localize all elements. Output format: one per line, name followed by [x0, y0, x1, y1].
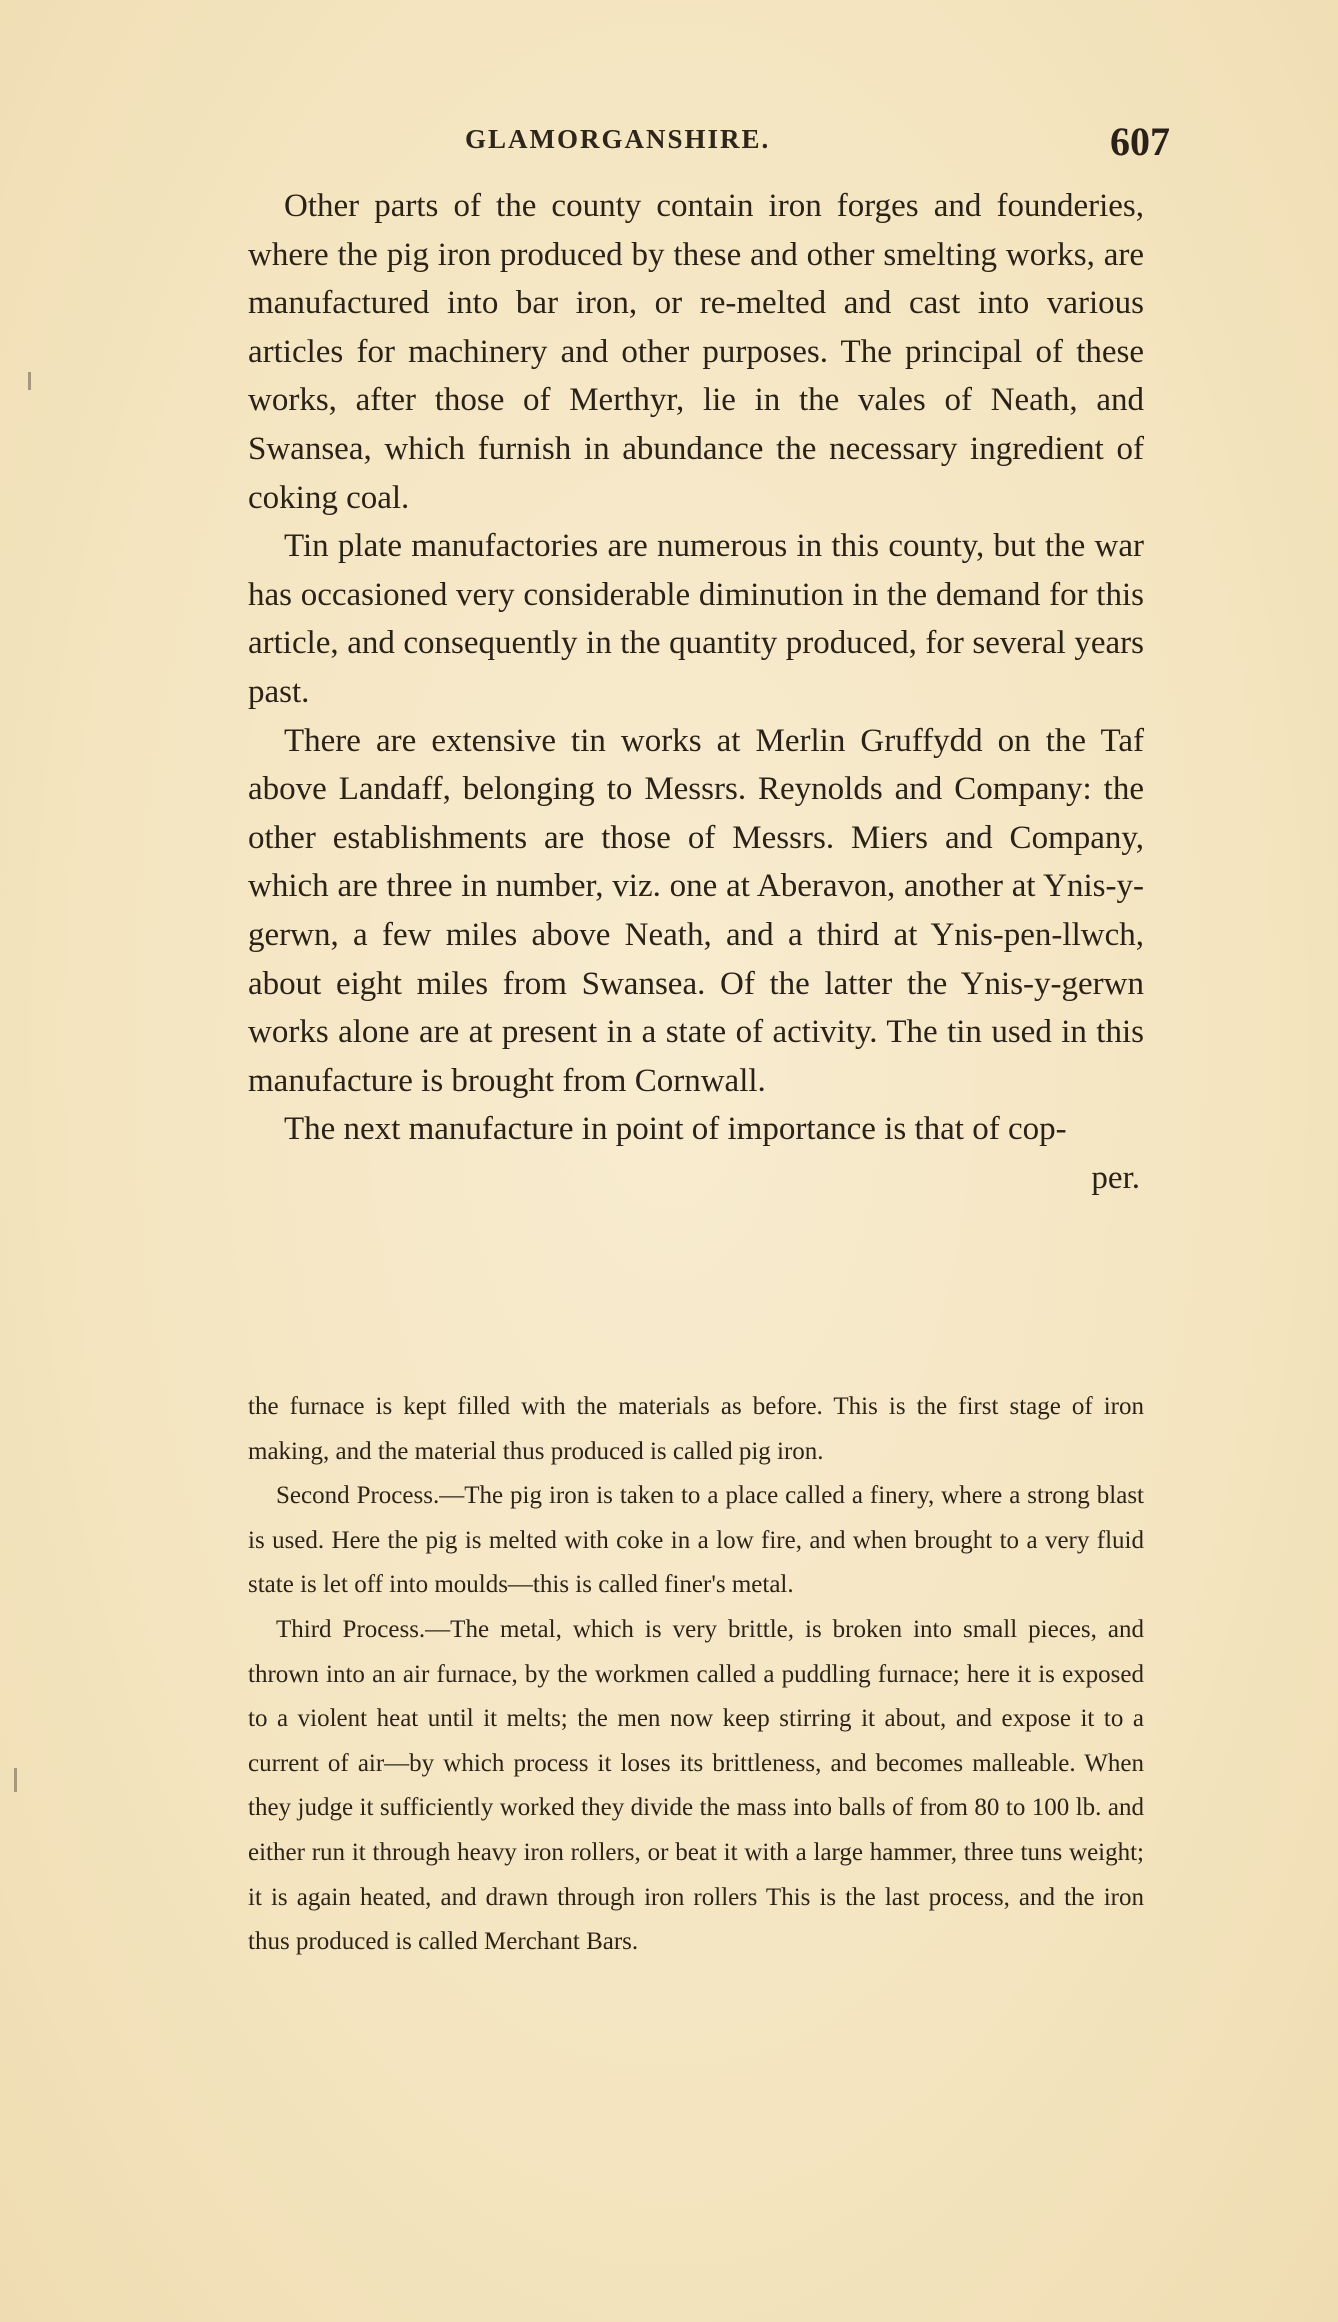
paragraph-tin-plate: Tin plate manufactories are numerous in this county, but the war has occasioned very considerable diminution in the demand for this article, and consequently in the quantity produced, for several years past. — [248, 528, 1144, 710]
catchword: per. — [1091, 1159, 1140, 1196]
main-text — [248, 182, 1144, 1202]
paragraph-tin-works: There are extensive tin works at Merlin Gruffydd on the Taf above Landaff, belonging to Messrs. Reynolds and Company: the other establishments are those of Messrs. Miers and Company, which are three in number, viz. one at Aberavon, another at Ynis-y-gerwn, a few miles above Neath, and a third at Ynis-pen-llwch, about eight miles from Swansea. Of the latter the Ynis-y-gerwn works alone are at present in a state of activity. The tin used in this manufacture is brought from Cornwall. — [248, 722, 1144, 1099]
footnote-third-process: Third Process.—The metal, which is very brittle, is broken into small pieces, and thrown into an air furnace, by the workmen called a puddling furnace; here it is exposed to a violent heat until it melts; the men now keep stirring it about, and expose it to a current of air—by which process it loses its brittleness, and becomes malleable. When they judge it sufficiently worked they divide the mass into balls of from 80 to 100 lb. and either run it through heavy iron rollers, or beat it with a large hammer, three tuns weight; it is again heated, and drawn through iron rollers This is the last process, and the iron thus produced is called Merchant Bars. — [248, 1615, 1144, 1956]
margin-mark — [28, 372, 31, 390]
footnote-second-process: Second Process.—The pig iron is taken to a place called a finery, where a strong blast is used. Here the pig is melted with coke in a low fire, and when brought to a very fluid state is let off into moulds—this is called finer's metal. — [248, 1482, 1144, 1599]
paragraph-next-manufacture: The next manufacture in point of importance is that of cop- — [284, 1111, 1067, 1148]
paragraph-iron-forges: Other parts of the county contain iron forges and founderies, where the pig iron produced by these and other smelting works, are manufactured into bar iron, or re-melted and cast into various articles for machinery and other purposes. The principal of these works, after those of Merthyr, lie in the vales of Neath, and Swansea, which furnish in abundance the necessary ingredient of coking coal. — [248, 188, 1144, 516]
margin-mark — [14, 1768, 17, 1792]
page-header — [250, 118, 1170, 168]
page-number: 607 — [1110, 119, 1170, 164]
running-head: GLAMORGANSHIRE. — [465, 124, 771, 154]
footnote — [248, 1385, 1144, 1965]
footnote-first-stage: the furnace is kept filled with the materials as before. This is the first stage of iron making, and the material thus produced is called pig iron. — [248, 1393, 1144, 1465]
